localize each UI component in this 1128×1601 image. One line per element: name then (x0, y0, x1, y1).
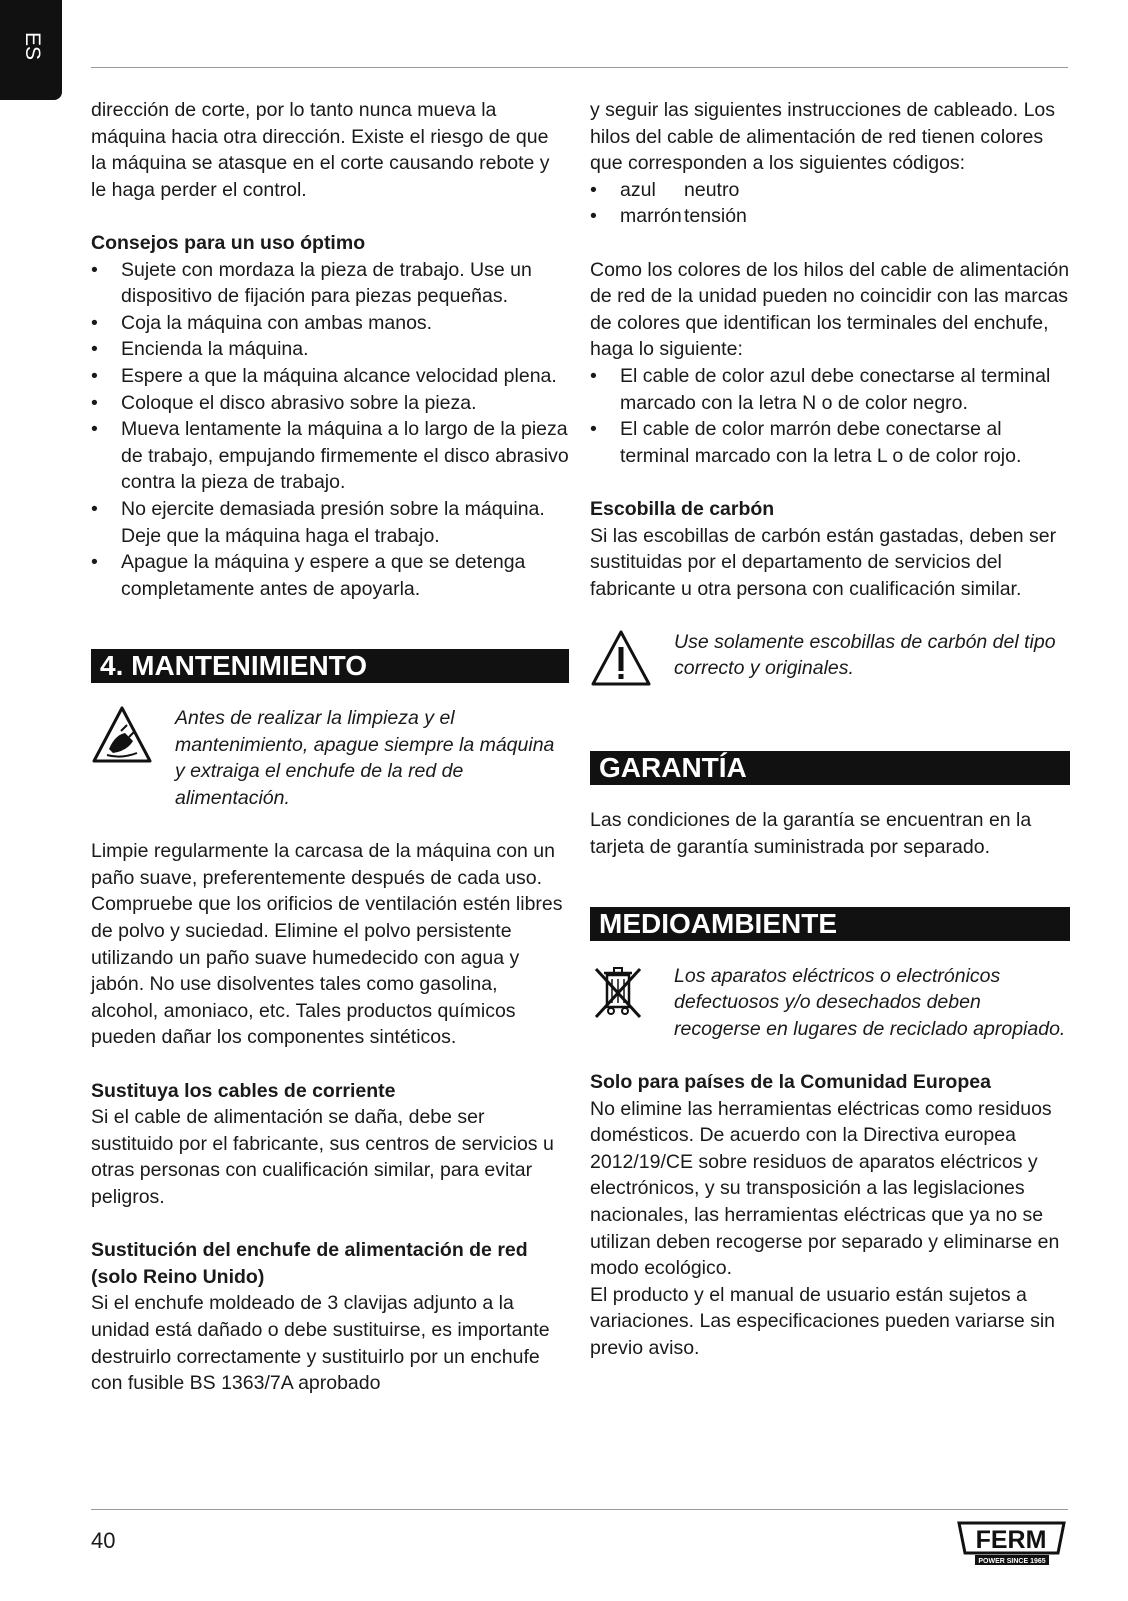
left-column (91, 97, 569, 1397)
tips-list (91, 257, 569, 603)
header-rule (91, 67, 1068, 68)
unplug-warning-icon (91, 705, 175, 773)
list-item: • Encienda la máquina. (91, 336, 569, 363)
brush-paragraph: Si las escobillas de carbón están gastadas, deben ser sustituidas por el departamento de servicios del fabricante u otra persona con cualificación similar. (590, 524, 1057, 600)
mismatch-list (590, 363, 1070, 469)
list-item: • No ejercite demasiada presión sobre la máquina. Deje que la máquina haga el trabajo. (91, 496, 569, 549)
list-item: • El cable de color marrón debe conectarse al terminal marcado con la letra L o de color rojo. (590, 416, 1070, 469)
language-tab (0, 0, 62, 100)
list-item: • marrón tensión (590, 203, 1070, 230)
wiring-paragraph: y seguir las siguientes instrucciones de cableado. Los hilos del cable de alimentación de red tienen colores que corresponden a los siguientes códigos: (590, 99, 1056, 175)
list-item: • Sujete con mordaza la pieza de trabajo. Use un dispositivo de fijación para piezas pequeñas. (91, 257, 569, 310)
maintenance-notice (91, 705, 569, 811)
maintenance-heading: 4. MANTENIMIENTO (91, 649, 569, 683)
eu-heading: Solo para países de la Comunidad Europea (590, 1071, 991, 1094)
brush-notice (590, 629, 1070, 695)
plug-heading: Sustitución del enchufe de alimentación de red (solo Reino Unido) (91, 1239, 528, 1288)
crossed-bin-icon (590, 963, 674, 1029)
cables-heading: Sustituya los cables de corriente (91, 1079, 396, 1102)
eu-paragraph: No elimine las herramientas eléctricas como residuos domésticos. De acuerdo con la Directiva europea 2012/19/CE sobre residuos de aparatos eléctricos y electrónicos, y su transposición a las legislaciones nacionales, las herramientas eléctricas que ya no se utilizan deben recogerse por separado y eliminarse en modo ecológico. (590, 1097, 1060, 1280)
cables-paragraph: Si el cable de alimentación se daña, debe ser sustituido por el fabricante, sus centros de servicios u otras personas con cualificación similar, para evitar peligros. (91, 1106, 554, 1208)
warranty-heading: GARANTÍA (590, 751, 1070, 785)
list-item: • Coloque el disco abrasivo sobre la pieza. (91, 390, 569, 417)
language-code: ES (21, 31, 44, 60)
environment-notice-text: Los aparatos eléctricos o electrónicos defectuosos y/o desechados deben recogerse en lugares de reciclado apropiado. (674, 964, 1066, 1040)
list-item: • Apague la máquina y espere a que se detenga completamente antes de apoyarla. (91, 549, 569, 602)
footer-rule (91, 1509, 1068, 1510)
list-item: • El cable de color azul debe conectarse al terminal marcado con la letra N o de color negro. (590, 363, 1070, 416)
svg-text:POWER SINCE 1965: POWER SINCE 1965 (978, 1558, 1046, 1565)
warranty-paragraph: Las condiciones de la garantía se encuentran en la tarjeta de garantía suministrada por separado. (590, 809, 1032, 859)
list-item: • azul neutro (590, 177, 1070, 204)
intro-paragraph: dirección de corte, por lo tanto nunca mueva la máquina hacia otra dirección. Existe el riesgo de que la máquina se atasque en el corte causando rebote y le haga perder el control. (91, 99, 550, 201)
brush-notice-text: Use solamente escobillas de carbón del tipo correcto y originales. (674, 630, 1056, 680)
svg-text:FERM: FERM (975, 1526, 1047, 1554)
ferm-logo (955, 1519, 1068, 1567)
list-item: • Espere a que la máquina alcance velocidad plena. (91, 363, 569, 390)
warning-icon (590, 629, 674, 695)
maintenance-notice-text: Antes de realizar la limpieza y el mantenimiento, apague siempre la máquina y extraiga el enchufe de la red de alimentación. (175, 707, 555, 810)
list-item: • Coja la máquina con ambas manos. (91, 310, 569, 337)
right-column (590, 97, 1070, 1362)
page-number: 40 (91, 1528, 116, 1553)
brush-heading: Escobilla de carbón (590, 497, 775, 520)
cleaning-paragraph: Limpie regularmente la carcasa de la máquina con un paño suave, preferentemente después de cada uso. Compruebe que los orificios de ventilación estén libres de polvo y suciedad. Elimine el polvo persistente utilizando un paño suave humedecido con agua y jabón. No use disolventes tales como gasolina, alcohol, amoniaco, etc. Tales productos químicos pueden dañar los componentes sintéticos. (91, 840, 563, 1049)
list-item: • Mueva lentamente la máquina a lo largo de la pieza de trabajo, empujando firmemente el disco abrasivo contra la pieza de trabajo. (91, 416, 569, 496)
plug-paragraph: Si el enchufe moldeado de 3 clavijas adjunto a la unidad está dañado o debe sustituirse, es importante destruirlo correctamente y sustituirlo por un enchufe con fusible BS 1363/7A aprobado (91, 1292, 550, 1395)
tips-heading: Consejos para un uso óptimo (91, 231, 366, 254)
mismatch-paragraph: Como los colores de los hilos del cable de alimentación de red de la unidad pueden no coincidir con las marcas de colores que identifican los terminales del enchufe, haga lo siguiente: (590, 258, 1070, 361)
changes-paragraph: El producto y el manual de usuario están sujetos a variaciones. Las especificaciones pueden variarse sin previo aviso. (590, 1283, 1056, 1359)
environment-notice (590, 963, 1070, 1043)
environment-heading: MEDIOAMBIENTE (590, 907, 1070, 941)
color-codes-list (590, 177, 1070, 230)
